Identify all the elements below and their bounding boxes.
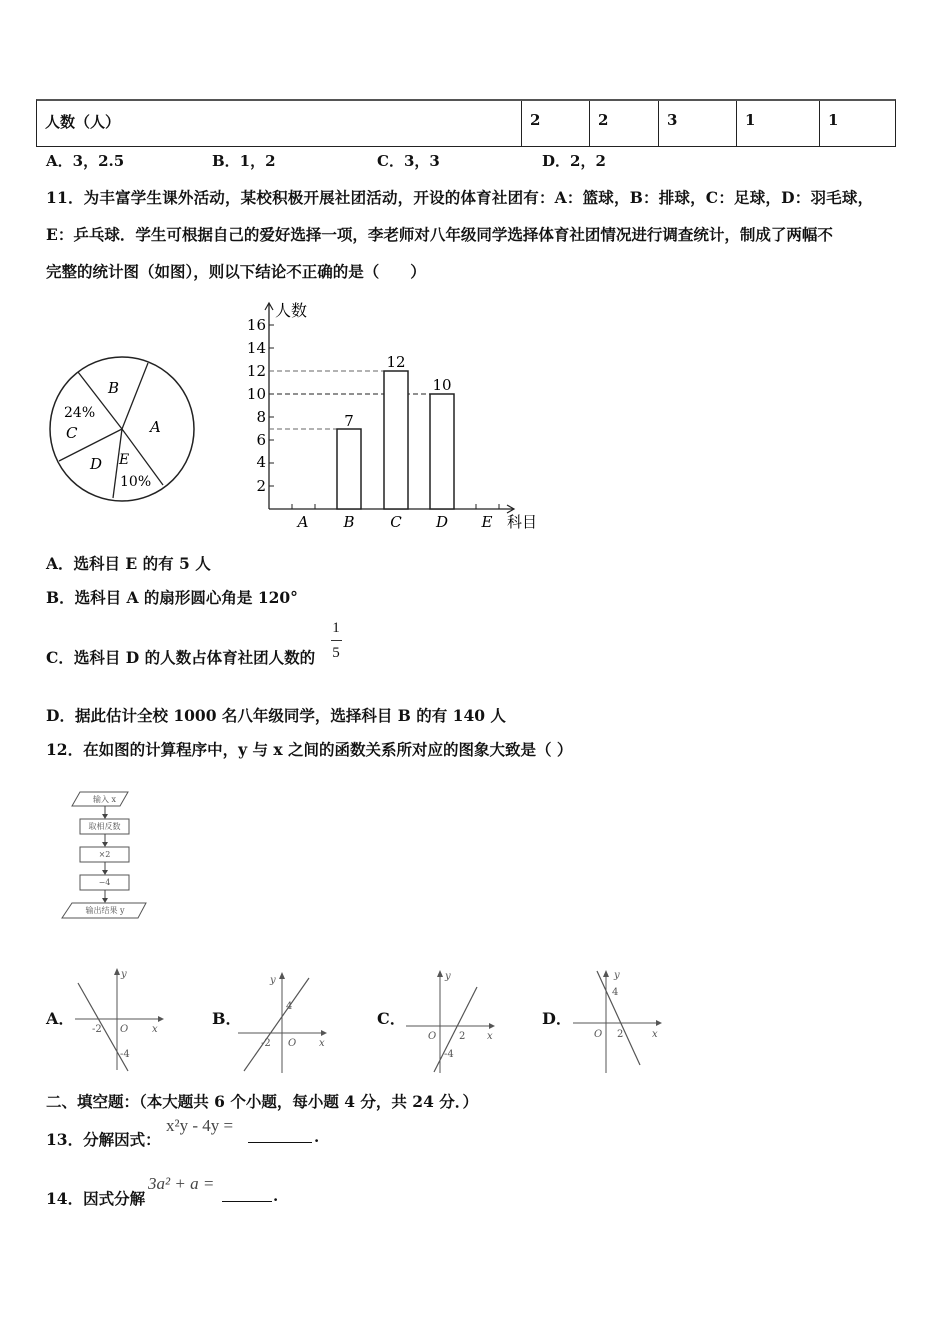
q11-text-line-1: 11．为丰富学生课外活动，某校积极开展社团活动，开设的体育社团有：A：篮球，B：排球，C：足球，D：羽毛球， <box>46 188 874 207</box>
svg-text:O: O <box>428 1031 437 1042</box>
svg-text:-4: -4 <box>444 1049 454 1060</box>
svg-text:y: y <box>121 969 127 980</box>
q14-period: . <box>273 1187 279 1205</box>
svg-text:A: A <box>297 513 309 531</box>
bar-c <box>384 371 408 509</box>
q11-option-b: B．选科目 A 的扇形圆心角是 120° <box>46 588 298 607</box>
graph-option-c <box>403 965 498 1075</box>
q14-expression: 3a² + a = <box>148 1174 215 1193</box>
bar-chart <box>230 295 550 535</box>
q13-label: 13．分解因式： <box>46 1130 161 1149</box>
y-axis-label: 人数 <box>275 301 308 320</box>
graph-option-a <box>72 965 167 1075</box>
svg-text:-2: -2 <box>92 1024 102 1035</box>
flow-step-negate: 取相反数 <box>88 822 121 831</box>
pie-label-a: A <box>150 418 161 436</box>
svg-text:2: 2 <box>617 1029 624 1040</box>
table-cell: 1 <box>819 101 895 146</box>
fraction-bar <box>331 640 342 641</box>
q12-text: 12．在如图的计算程序中，y 与 x 之间的函数关系所对应的图象大致是（ ） <box>46 740 573 759</box>
svg-text:x: x <box>319 1038 325 1049</box>
q11-text-line-3: 完整的统计图（如图），则以下结论不正确的是（ ） <box>46 262 426 281</box>
svg-text:6: 6 <box>256 431 266 449</box>
q13-period: . <box>314 1128 320 1146</box>
q12-option-c-label: C． <box>377 1009 406 1028</box>
flow-step-output: 输出结果 y <box>85 906 125 915</box>
svg-text:x: x <box>487 1031 493 1042</box>
fraction-denominator: 5 <box>332 645 340 661</box>
fraction-numerator: 1 <box>332 620 340 636</box>
q10-option-c: C．3，3 <box>377 152 440 170</box>
q13-expression: x²y - 4y = <box>166 1116 234 1135</box>
q10-option-b: B．1，2 <box>212 152 276 170</box>
svg-text:O: O <box>594 1029 603 1040</box>
svg-text:y: y <box>270 975 276 986</box>
flow-step-subtract: −4 <box>98 878 111 887</box>
table-cell: 2 <box>589 101 658 146</box>
svg-text:E: E <box>481 513 493 531</box>
q11-option-a: A．选科目 E 的有 5 人 <box>46 554 211 573</box>
svg-text:16: 16 <box>246 316 266 334</box>
bar-b-value: 7 <box>344 412 354 430</box>
flowchart <box>58 790 153 920</box>
q10-option-d: D．2，2 <box>542 152 606 170</box>
svg-text:2: 2 <box>459 1031 466 1042</box>
svg-text:x: x <box>652 1029 658 1040</box>
graph-option-d <box>570 965 665 1075</box>
pie-label-c: C <box>66 424 78 442</box>
flow-step-multiply: ×2 <box>98 850 111 859</box>
bar-b <box>337 429 361 509</box>
pie-label-e: E <box>119 452 130 468</box>
svg-text:4: 4 <box>612 987 619 998</box>
svg-text:14: 14 <box>246 339 266 357</box>
svg-text:8: 8 <box>256 408 266 426</box>
graph-option-b <box>235 965 335 1075</box>
svg-text:4: 4 <box>256 453 266 471</box>
pie-label-e-percent: 10% <box>120 474 152 490</box>
pie-label-d: D <box>90 455 103 473</box>
q12-option-a-label: A． <box>46 1009 75 1028</box>
q14-label: 14．因式分解 <box>46 1189 146 1208</box>
svg-text:D: D <box>435 513 449 531</box>
x-axis-label: 科目 <box>507 513 538 531</box>
svg-text:O: O <box>120 1024 129 1035</box>
q11-option-d: D．据此估计全校 1000 名八年级同学，选择科目 B 的有 140 人 <box>46 706 506 725</box>
table-cell: 3 <box>658 101 736 146</box>
table-header-cell: 人数（人） <box>45 113 121 131</box>
q11-option-c: C．选科目 D 的人数占体育社团人数的 <box>46 648 316 667</box>
pie-chart <box>40 330 210 510</box>
svg-text:y: y <box>445 971 451 982</box>
svg-text:C: C <box>390 513 402 531</box>
svg-text:x: x <box>152 1024 158 1035</box>
section-2-heading: 二、填空题：（本大题共 6 个小题，每小题 4 分，共 24 分．） <box>46 1092 479 1111</box>
q12-option-b-label: B． <box>212 1009 242 1028</box>
svg-text:10: 10 <box>246 385 266 403</box>
svg-text:2: 2 <box>256 477 266 495</box>
svg-text:B: B <box>343 513 355 531</box>
svg-text:y: y <box>614 970 620 981</box>
bar-d-value: 10 <box>432 376 452 394</box>
pie-label-b: B <box>108 379 120 397</box>
flow-step-input: 输入 x <box>92 795 117 804</box>
bar-c-value: 12 <box>386 353 406 371</box>
svg-text:12: 12 <box>246 362 266 380</box>
pie-label-c-percent: 24% <box>64 405 96 421</box>
table-cell: 2 <box>521 101 589 146</box>
q11-text-line-2: E：乒乓球．学生可根据自己的爱好选择一项，李老师对八年级同学选择体育社团情况进行调查统计，制成了两幅不 <box>46 225 833 244</box>
table-cell: 1 <box>736 101 819 146</box>
svg-text:4: 4 <box>286 1001 293 1012</box>
data-table-row <box>36 99 896 147</box>
bar-d <box>430 394 454 509</box>
svg-text:O: O <box>288 1038 297 1049</box>
svg-text:-4: -4 <box>120 1049 130 1060</box>
svg-text:-2: -2 <box>261 1038 271 1049</box>
q13-answer-blank[interactable] <box>248 1128 312 1143</box>
q10-option-a: A．3，2.5 <box>46 152 125 170</box>
q12-option-d-label: D． <box>542 1009 572 1028</box>
q14-answer-blank[interactable] <box>222 1187 272 1202</box>
